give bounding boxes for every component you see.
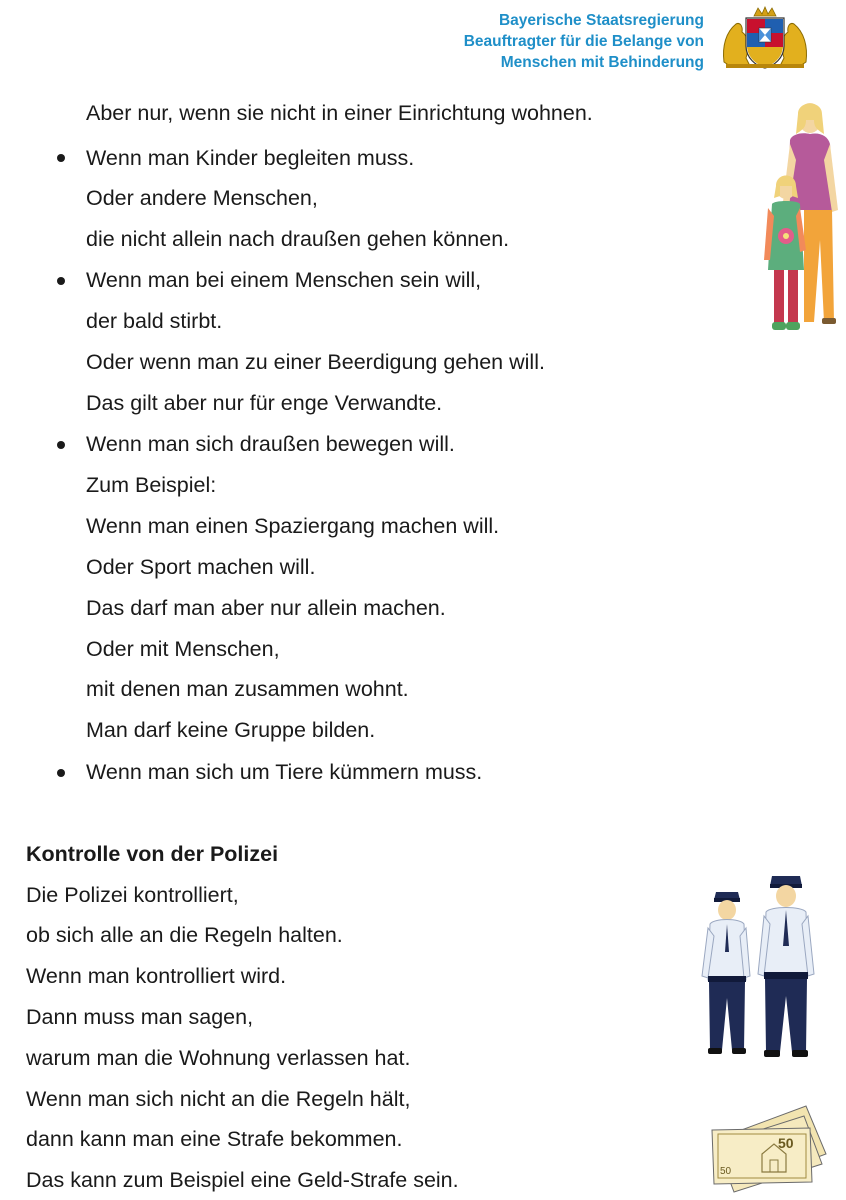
list-item-line: Wenn man bei einem Menschen sein will, — [86, 268, 482, 292]
coat-of-arms-icon — [716, 6, 814, 70]
banknote-corner-value: 50 — [720, 1166, 732, 1177]
section-line: Wenn man sich nicht an die Regeln hält, — [26, 1087, 411, 1111]
mother-and-child-illustration — [762, 100, 842, 336]
bullet-icon — [57, 441, 65, 449]
section-line: Wenn man kontrolliert wird. — [26, 964, 287, 988]
list-item-line: Oder mit Menschen, — [86, 637, 280, 661]
list-item-line: Man darf keine Gruppe bilden. — [86, 718, 376, 742]
banknote-value: 50 — [778, 1135, 794, 1151]
list-item-line: mit denen man zusammen wohnt. — [86, 677, 409, 701]
intro-line: Aber nur, wenn sie nicht in einer Einrichtung wohnen. — [86, 101, 593, 125]
list-item-line: Wenn man einen Spaziergang machen will. — [86, 514, 500, 538]
list-item-line: die nicht allein nach draußen gehen können. — [86, 227, 510, 251]
list-item-line: Das gilt aber nur für enge Verwandte. — [86, 391, 443, 415]
section-line: warum man die Wohnung verlassen hat. — [26, 1046, 411, 1070]
bullet-icon — [57, 277, 65, 285]
list-item-line: Wenn man sich um Tiere kümmern muss. — [86, 760, 483, 784]
banknotes-illustration — [706, 1098, 832, 1194]
list-item-line: Oder wenn man zu einer Beerdigung gehen will. — [86, 350, 545, 374]
section-line: dann kann man eine Strafe bekommen. — [26, 1127, 403, 1151]
header-line-1: Bayerische Staatsregierung — [498, 12, 704, 29]
bullet-icon — [57, 769, 65, 777]
list-item-line: Das darf man aber nur allein machen. — [86, 596, 446, 620]
police-officers-illustration — [700, 872, 826, 1062]
list-item-line: Oder andere Menschen, — [86, 186, 318, 210]
header-line-2: Beauftragter für die Belange von — [463, 33, 704, 50]
section-heading: Kontrolle von der Polizei — [26, 842, 279, 866]
list-item-line: Oder Sport machen will. — [86, 555, 316, 579]
header-line-3: Menschen mit Behinderung — [500, 54, 704, 71]
list-item-line: Zum Beispiel: — [86, 473, 217, 497]
list-item-line: Wenn man sich draußen bewegen will. — [86, 432, 455, 456]
section-line: Das kann zum Beispiel eine Geld-Strafe sein. — [26, 1168, 459, 1192]
section-line: Die Polizei kontrolliert, — [26, 883, 239, 907]
list-item-line: der bald stirbt. — [86, 309, 223, 333]
bullet-icon — [57, 154, 65, 162]
section-line: Dann muss man sagen, — [26, 1005, 254, 1029]
header-title-block — [464, 10, 704, 73]
section-line: ob sich alle an die Regeln halten. — [26, 923, 343, 947]
list-item-line: Wenn man Kinder begleiten muss. — [86, 146, 415, 170]
